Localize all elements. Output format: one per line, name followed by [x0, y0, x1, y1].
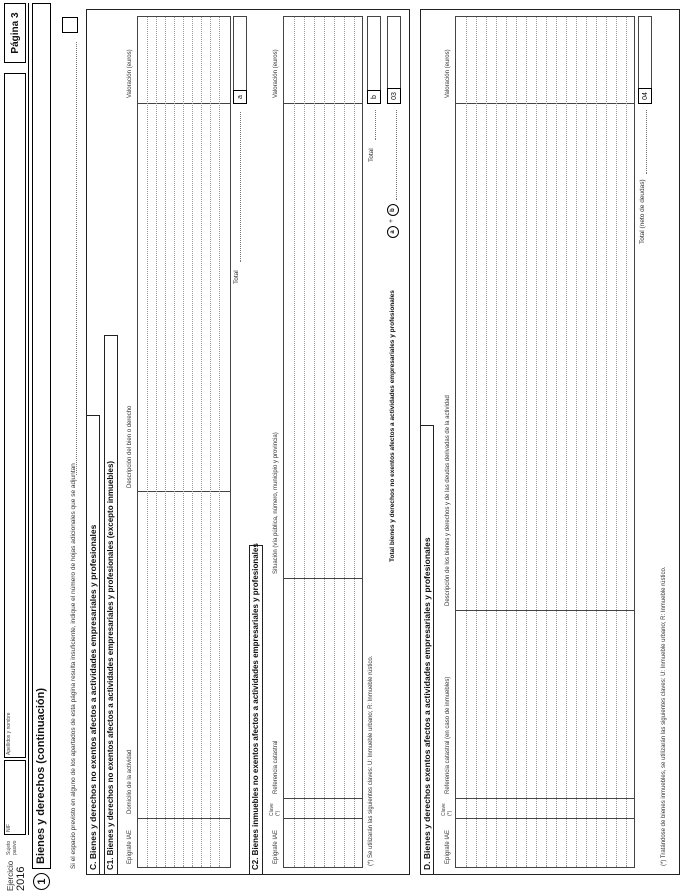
grand-total-plus: +	[388, 218, 395, 223]
d-col-descripcion: Descripción de los bienes y derechos y de las deudas derivadas de la actividad	[445, 395, 451, 606]
c1-col-domicilio: Domicilio de la actividad	[127, 749, 133, 814]
section-d-title: D. Bienes y derechos exentos afectos a actividades empresariales y profesionales	[422, 537, 432, 870]
c2-col-divider	[284, 578, 362, 579]
d-total-box-label: 04	[638, 88, 652, 104]
d-col-divider	[456, 818, 634, 819]
c2-col-divider	[284, 818, 362, 819]
c2-col-clave: Clave (*)	[269, 803, 281, 816]
apellidos-field[interactable]	[4, 73, 26, 758]
c1-total-box-label: a	[233, 90, 247, 104]
d-col-epigrafe: Epígrafe IAE	[445, 829, 451, 864]
c2-col-valoracion: Valoración (euros)	[273, 49, 279, 98]
c1-col-epigrafe: Epígrafe IAE	[127, 829, 133, 864]
c1-col-descripcion: Descripción del bien o derecho	[127, 405, 133, 488]
c2-footnote: (*) Se utilizarán las siguientes claves: U: Inmueble urbano; R: Inmueble rústico.	[368, 655, 374, 866]
section-title-bar	[32, 3, 51, 869]
c2-col-situacion: Situación (vía pública, número, municipio y provincia)	[273, 432, 279, 574]
extra-sheets-note: Si el espacio previsto en alguno de los apartados de esta página resulta insuficiente, indique el número de hojas adicionales que se adjuntan	[70, 463, 77, 869]
page-number: Página 3	[4, 3, 26, 63]
d-total-field[interactable]	[638, 16, 652, 104]
c2-col-referencia: Referencia catastral	[273, 740, 279, 794]
c1-total-field[interactable]	[233, 16, 247, 104]
c1-table[interactable]	[137, 16, 231, 868]
c1-total-label: Total	[233, 270, 240, 284]
nif-label: NIF	[6, 823, 12, 832]
section-title: Bienes y derechos (continuación)	[35, 687, 47, 864]
section-c2-title-bar	[249, 545, 263, 875]
ejercicio-year: 2016	[15, 866, 27, 891]
d-col-referencia: Referencia catastral (en caso de inmuebles)	[445, 676, 451, 794]
sujeto-label: Sujeto pasivo	[6, 840, 18, 855]
apellidos-label: Apellidos y nombre	[6, 712, 12, 755]
d-col-divider	[456, 798, 634, 799]
note-leader	[76, 42, 77, 475]
d-col-clave: Clave (*)	[441, 803, 453, 816]
c-grand-total-box-label: 03	[387, 88, 401, 104]
section-c2-title: C2. Bienes inmuebles no exentos afectos a actividades empresariales y profesionales	[251, 543, 260, 870]
d-footnote: (*) Tratándose de bienes inmuebles, se utilizarán las siguientes claves: U: Inmueble urbano; R: Inmueble rústico.	[661, 566, 667, 866]
c1-col-divider	[138, 818, 230, 819]
section-number-badge: 1	[33, 873, 50, 890]
c1-col-valoracion: Valoración (euros)	[127, 49, 133, 98]
c2-total-field[interactable]	[367, 16, 381, 104]
section-c-title-bar	[86, 415, 100, 875]
nif-field[interactable]	[4, 760, 26, 835]
grand-total-leader	[396, 110, 397, 200]
section-c1-title: C1. Bienes y derechos no exentos afectos a actividades empresariales y profesionales (excepto inmuebles)	[106, 460, 115, 870]
d-total-label: Total (neto de deudas)	[639, 179, 646, 244]
c1-col-divider	[138, 103, 230, 104]
c1-col-divider	[138, 491, 230, 492]
c2-col-divider	[284, 103, 362, 104]
c2-col-epigrafe: Epígrafe IAE	[273, 829, 279, 864]
d-table[interactable]	[455, 16, 635, 868]
c-grand-total-field[interactable]	[387, 16, 401, 104]
header-divider	[28, 3, 29, 835]
c2-total-box-label: b	[367, 90, 381, 104]
d-col-valoracion: Valoración (euros)	[445, 49, 451, 98]
d-col-divider	[456, 610, 634, 611]
c-grand-total-label: Total bienes y derechos no exentos afectos a actividades empresariales y profesionales	[389, 290, 396, 562]
c2-total-label: Total	[368, 148, 375, 162]
c2-table[interactable]	[283, 16, 363, 868]
section-d	[420, 9, 680, 875]
c2-col-divider	[284, 798, 362, 799]
ejercicio-label: Ejercicio	[6, 860, 15, 891]
extra-sheets-checkbox[interactable]	[62, 17, 78, 33]
grand-total-ref-b: b	[387, 204, 399, 216]
grand-total-ref-a: a	[387, 226, 399, 238]
section-c	[86, 9, 410, 875]
d-total-leader	[646, 110, 647, 174]
section-c1-title-bar	[104, 335, 118, 875]
section-c-title: C. Bienes y derechos no exentos afectos a actividades empresariales y profesionales	[88, 524, 98, 870]
d-col-divider	[456, 103, 634, 104]
c2-total-leader	[375, 110, 376, 140]
c1-total-leader	[240, 112, 241, 262]
section-d-title-bar	[420, 425, 434, 875]
